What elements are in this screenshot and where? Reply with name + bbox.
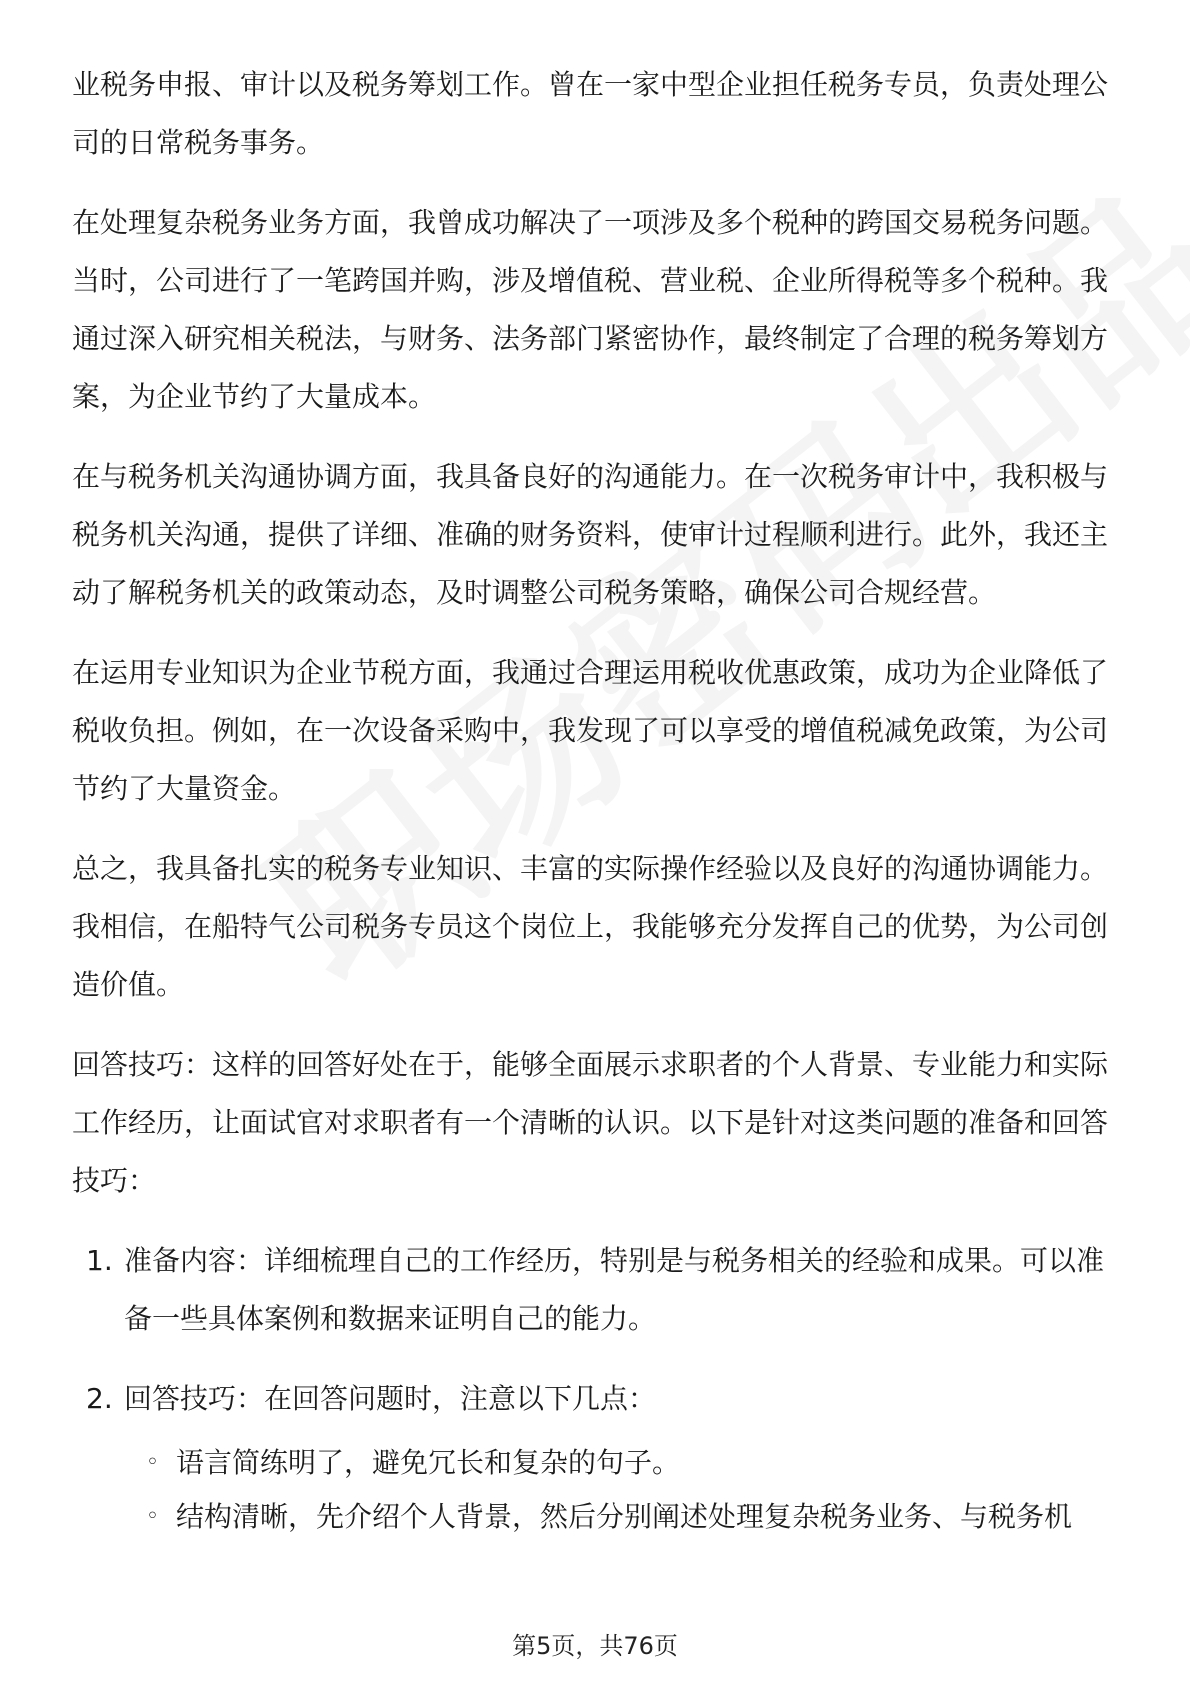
bullet-item xyxy=(124,1490,1122,1544)
list-item-text: 回答技巧：在回答问题时，注意以下几点： xyxy=(124,1382,657,1415)
paragraph: 在处理复杂税务业务方面，我曾成功解决了一项涉及多个税种的跨国交易税务问题。当时，公司进行了一笔跨国并购，涉及增值税、营业税、企业所得税等多个税种。我通过深入研究相关税法，与财务、法务部门紧密协作，最终制定了合理的税务筹划方案，为企业节约了大量成本。 xyxy=(72,206,1109,413)
bullet-item-text: 结构清晰，先介绍个人背景，然后分别阐述处理复杂税务业务、与税务机 xyxy=(176,1500,1073,1533)
paragraph: 总之，我具备扎实的税务专业知识、丰富的实际操作经验以及良好的沟通协调能力。我相信，在船特气公司税务专员这个岗位上，我能够充分发挥自己的优势，为公司创造价值。 xyxy=(72,852,1109,1001)
bullet-icon: ◦ xyxy=(146,1450,159,1475)
paragraph: 业税务申报、审计以及税务筹划工作。曾在一家中型企业担任税务专员，负责处理公司的日常税务事务。 xyxy=(72,68,1109,159)
bullet-item xyxy=(124,1436,1122,1490)
list-item xyxy=(72,1232,1122,1348)
bullet-list xyxy=(124,1436,1122,1544)
list-number: 1. xyxy=(86,1244,113,1277)
page-number: 第5页，共76页 xyxy=(512,1632,678,1660)
paragraph: 在与税务机关沟通协调方面，我具备良好的沟通能力。在一次税务审计中，我积极与税务机关沟通，提供了详细、准确的财务资料，使审计过程顺利进行。此外，我还主动了解税务机关的政策动态，及时调整公司税务策略，确保公司合规经营。 xyxy=(72,460,1109,609)
document-body xyxy=(72,56,1122,1566)
paragraph: 回答技巧：这样的回答好处在于，能够全面展示求职者的个人背景、专业能力和实际工作经历，让面试官对求职者有一个清晰的认识。以下是针对这类问题的准备和回答技巧： xyxy=(72,1048,1109,1197)
paragraph: 在运用专业知识为企业节税方面，我通过合理运用税收优惠政策，成功为企业降低了税收负担。例如，在一次设备采购中，我发现了可以享受的增值税减免政策，为公司节约了大量资金。 xyxy=(72,656,1109,805)
bullet-icon: ◦ xyxy=(146,1504,159,1529)
numbered-list xyxy=(72,1232,1122,1544)
list-item-text: 准备内容：详细梳理自己的工作经历，特别是与税务相关的经验和成果。可以准备一些具体案例和数据来证明自己的能力。 xyxy=(124,1244,1105,1335)
list-number: 2. xyxy=(86,1382,113,1415)
bullet-item-text: 语言简练明了，避免冗长和复杂的句子。 xyxy=(176,1446,681,1479)
list-item xyxy=(72,1370,1122,1544)
